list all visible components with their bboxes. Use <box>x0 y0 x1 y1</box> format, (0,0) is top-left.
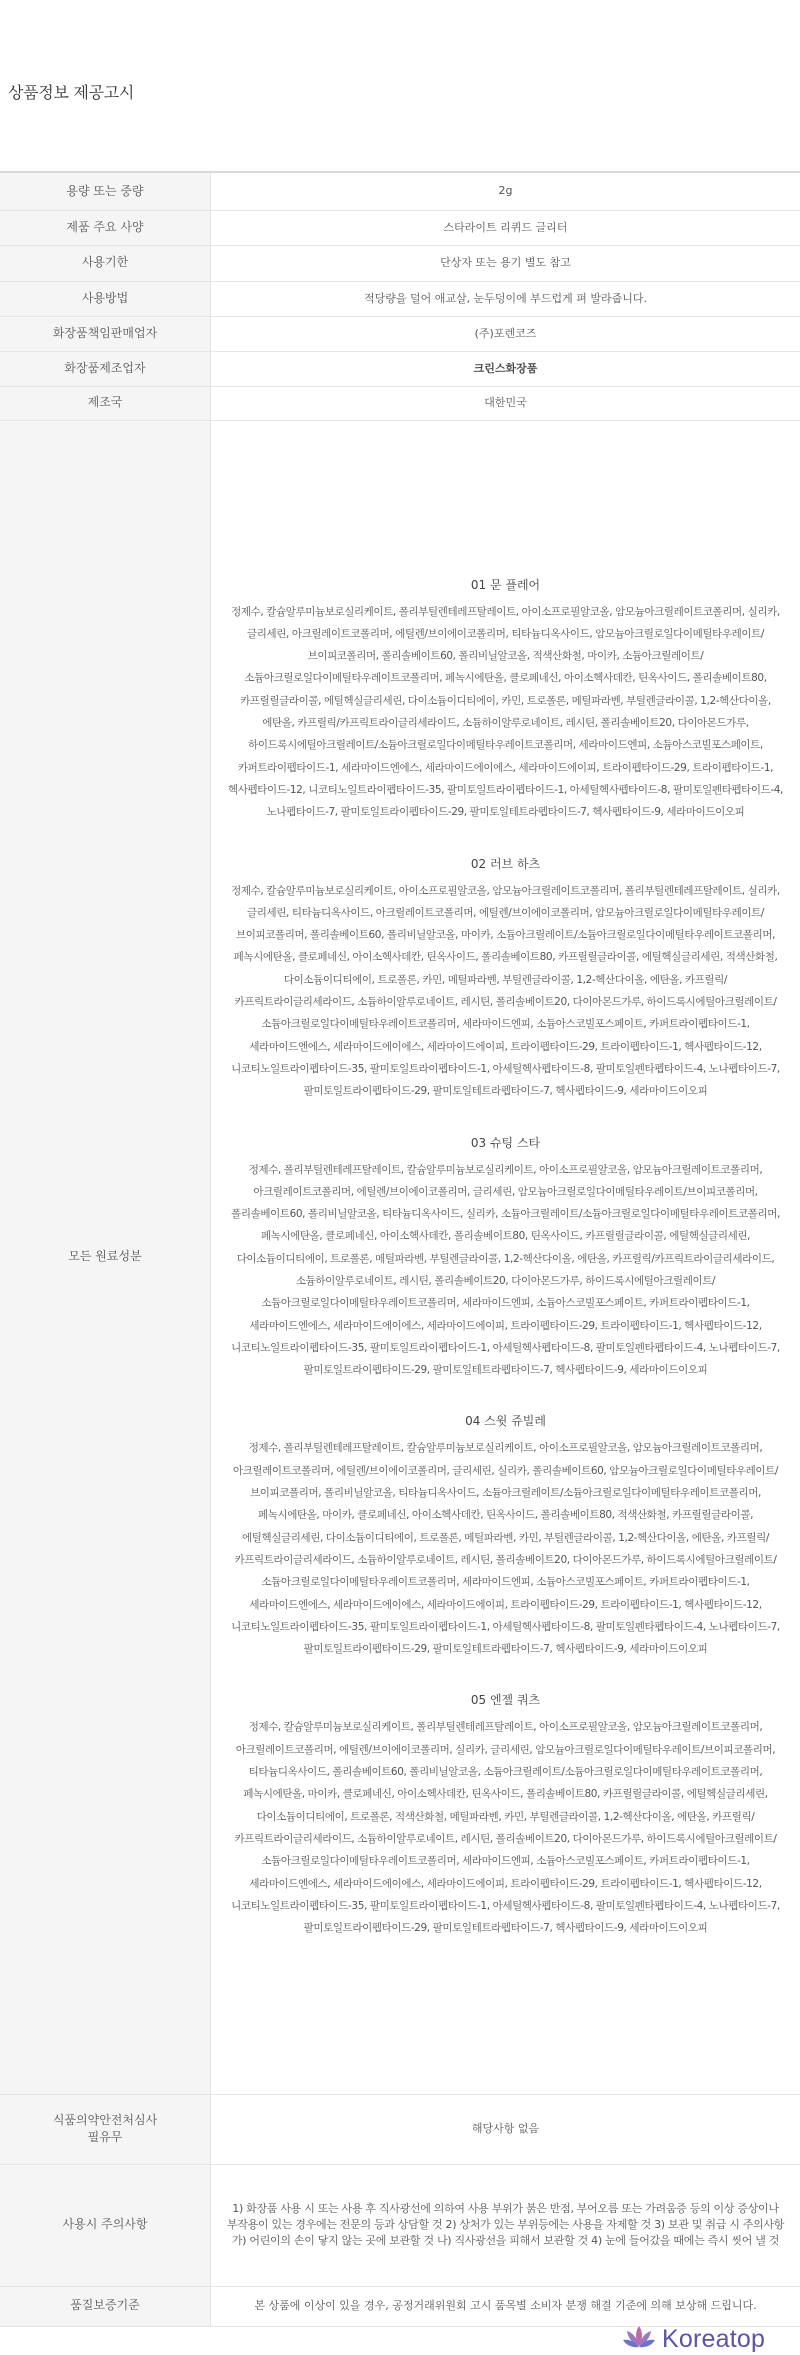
row-value: 본 상품에 이상이 있을 경우, 공정거래위원회 고시 품목별 소비자 분쟁 해결 기준에 의해 보상해 드립니다. <box>211 2286 800 2326</box>
row-value: (주)포렌코즈 <box>211 316 800 351</box>
row-value: 해당사항 없음 <box>211 2094 800 2164</box>
table-row <box>0 172 800 210</box>
table-row <box>0 386 800 420</box>
koreatop-watermark <box>622 2324 765 2354</box>
lotus-icon <box>622 2324 656 2354</box>
ingredient-list: 정제수, 칼슘알루미늄보로실리케이트, 폴리부틸렌테레프탈레이트, 아이소프로필알코올, 암모늄아크릴레이트코폴리머, 아크릴레이트코폴리머, 에틸렌/브이에이코폴리머, 실리카, 글리세린, 암모늄아크릴로일다이메틸타우레이트/브이피코폴리머, 티타늄디옥사이드, 폴리솔베이트60, 폴리비닐알코올, 소듐아크릴레이트/소듐아크릴로일다이메틸타우레이트코폴리머, 페녹시에탄올, 마이카, 클로페네신, 아이소헥사데칸, 틴옥사이드, 폴리솔베이트80, 카프릴릴글라이콜, 에틸헥실글리세린, 다이소듐이디티에이, 트로폴론, 적색산화철, 메틸파라벤, 카민, 부틸렌글라이콜, 1,2-헥산다이올, 에탄올, 카프릴릭/카프릭트라이글리세라이드, 소듐하이알루로네이트, 레시틴, 폴리솔베이트20, 다이아몬드가루, 하이드록시에틸아크릴레이트/소듐아크릴로일다이메틸타우레이트코폴리머, 세라마이드엔피, 소듐아스코빌포스페이트, 카퍼트라이펩타이드-1, 세라마이드엔에스, 세라마이드에이에스, 세라마이드에이피, 트라이펩타이드-29, 트라이펩타이드-1, 헥사펩타이드-12, 니코티노일트라이펩타이드-35, 팔미토일트라이펩타이드-1, 아세틸헥사펩타이드-8, 팔미토일펜타펩타이드-4, 노나펩타이드-7, 팔미토일트라이펩타이드-29, 팔미토일테트라펩타이드-7, 헥사펩타이드-9, 세라마이드이오피 <box>231 1721 780 1935</box>
ingredient-group-title: 03 슈팅 스타 <box>470 1135 541 1150</box>
ingredient-group <box>225 1115 786 1394</box>
row-value: 2g <box>211 172 800 210</box>
ingredient-list: 정제수, 폴리부틸렌테레프탈레이트, 칼슘알루미늄보로실리케이트, 아이소프로필알코올, 암모늄아크릴레이트코폴리머, 아크릴레이트코폴리머, 에틸렌/브이에이코폴리머, 글리세린, 실리카, 폴리솔베이트60, 암모늄아크릴로일다이메틸타우레이트/브이피코폴리머, 폴리비닐알코올, 티타늄디옥사이드, 소듐아크릴레이트/소듐아크릴로일다이메틸타우레이트코폴리머, 페녹시에탄올, 마이카, 클로페네신, 아이소헥사데칸, 틴옥사이드, 폴리솔베이트80, 적색산화철, 카프릴릴글라이콜, 에틸헥실글리세린, 다이소듐이디티에이, 트로폴론, 메틸파라벤, 카민, 부틸렌글라이콜, 1,2-헥산다이올, 에탄올, 카프릴릭/카프릭트라이글리세라이드, 소듐하이알루로네이트, 레시틴, 폴리솔베이트20, 다이아몬드가루, 하이드록시에틸아크릴레이트/소듐아크릴로일다이메틸타우레이트코폴리머, 세라마이드엔피, 소듐아스코빌포스페이트, 카퍼트라이펩타이드-1, 세라마이드엔에스, 세라마이드에이에스, 세라마이드에이피, 트라이펩타이드-29, 트라이펩타이드-1, 헥사펩타이드-12, 니코티노일트라이펩타이드-35, 팔미토일트라이펩타이드-1, 아세틸헥사펩타이드-8, 팔미토일펜타펩타이드-4, 노나펩타이드-7, 팔미토일트라이펩타이드-29, 팔미토일테트라펩타이드-7, 헥사펩타이드-9, 세라마이드이오피 <box>231 1442 780 1656</box>
ingredient-list: 정제수, 폴리부틸렌테레프탈레이트, 칼슘알루미늄보로실리케이트, 아이소프로필알코올, 암모늄아크릴레이트코폴리머, 아크릴레이트코폴리머, 에틸렌/브이에이코폴리머, 글리세린, 암모늄아크릴로일다이메틸타우레이트/브이피코폴리머, 폴리솔베이트60, 폴리비닐알코올, 티타늄디옥사이드, 실리카, 소듐아크릴레이트/소듐아크릴로일다이메틸타우레이트코폴리머, 페녹시에탄올, 클로페네신, 아이소헥사데칸, 폴리솔베이트80, 틴옥사이드, 카프릴릴글라이콜, 에틸헥실글리세린, 다이소듐이디티에이, 트로폴론, 메틸파라벤, 부틸렌글라이콜, 1,2-헥산다이올, 에탄올, 카프릴릭/카프릭트라이글리세라이드, 소듐하이알루로네이트, 레시틴, 폴리솔베이트20, 다이아몬드가루, 하이드록시에틸아크릴레이트/소듐아크릴로일다이메틸타우레이트코폴리머, 세라마이드엔피, 소듐아스코빌포스페이트, 카퍼트라이펩타이드-1, 세라마이드엔에스, 세라마이드에이에스, 세라마이드에이피, 트라이펩타이드-29, 트라이펩타이드-1, 헥사펩타이드-12, 니코티노일트라이펩타이드-35, 팔미토일트라이펩타이드-1, 아세틸헥사펩타이드-8, 팔미토일펜타펩타이드-4, 노나펩타이드-7, 팔미토일트라이펩타이드-29, 팔미토일테트라펩타이드-7, 헥사펩타이드-9, 세라마이드이오피 <box>231 1163 780 1377</box>
row-label: 화장품책임판매업자 <box>0 316 211 351</box>
table-row <box>0 2094 800 2164</box>
table-row <box>0 2164 800 2286</box>
ingredient-group-title: 01 문 플레어 <box>470 577 541 592</box>
row-label: 제품 주요 사양 <box>0 210 211 245</box>
row-label: 제조국 <box>0 386 211 420</box>
row-label: 모든 원료성분 <box>0 420 211 2094</box>
row-value: 단상자 또는 용기 별도 참고 <box>211 245 800 281</box>
ingredient-group <box>225 1672 786 1951</box>
ingredient-group-title: 05 엔젤 쿼츠 <box>470 1693 541 1708</box>
row-value: 1) 화장품 사용 시 또는 사용 후 직사광선에 의하여 사용 부위가 붉은 반점, 부어오름 또는 가려움증 등의 이상 증상이나 부작용이 있는 경우에는 전문의 등과 상담할 것 2) 상처가 있는 부위등에는 사용을 자제할 것 3) 보관 및 취급 시 주의사항 가) 어린이의 손이 닿지 않는 곳에 보관할 것 나) 직사광선을 피해서 보관할 것 4) 눈에 들어갔을 때에는 즉시 씻어 낼 것 <box>211 2164 800 2286</box>
table-row <box>0 316 800 351</box>
row-label: 사용시 주의사항 <box>0 2164 211 2286</box>
page-title: 상품정보 제공고시 <box>8 83 135 102</box>
table-row <box>0 281 800 316</box>
table-row <box>0 245 800 281</box>
row-value: 대한민국 <box>211 386 800 420</box>
brand-name: Koreatop <box>662 2324 766 2353</box>
row-label: 품질보증기준 <box>0 2286 211 2326</box>
ingredient-group <box>225 1393 786 1672</box>
ingredient-group-title: 02 러브 하츠 <box>470 856 541 871</box>
ingredient-group <box>225 563 786 836</box>
row-label: 사용기한 <box>0 245 211 281</box>
row-label: 사용방법 <box>0 281 211 316</box>
table-row <box>0 210 800 245</box>
table-row <box>0 2286 800 2326</box>
ingredient-list: 정제수, 칼슘알루미늄보로실리케이트, 폴리부틸렌테레프탈레이트, 아이소프로필알코올, 암모늄아크릴레이트코폴리머, 실리카, 글리세린, 아크릴레이트코폴리머, 에틸렌/브이에이코폴리머, 티타늄디옥사이드, 암모늄아크릴로일다이메틸타우레이트/브이피코폴리머, 폴리솔베이트60, 폴리비닐알코올, 적색산화철, 마이카, 소듐아크릴레이트/소듐아크릴로일다이메틸타우레이트코폴리머, 페녹시에탄올, 클로페네신, 아이소헥사데칸, 틴옥사이드, 폴리솔베이트80, 카프릴릴글라이콜, 에틸헥실글리세린, 다이소듐이디티에이, 카민, 트로폴론, 메틸파라벤, 부틸렌글라이콜, 1,2-헥산다이올, 에탄올, 카프릴릭/카프릭트라이글리세라이드, 소듐하이알루로네이트, 레시틴, 폴리솔베이트20, 다이아몬드가루, 하이드록시에틸아크릴레이트/소듐아크릴로일다이메틸타우레이트코폴리머, 세라마이드엔피, 소듐아스코빌포스페이트, 카퍼트라이펩타이드-1, 세라마이드엔에스, 세라마이드에이에스, 세라마이드에이피, 트라이펩타이드-29, 트라이펩타이드-1, 헥사펩타이드-12, 니코티노일트라이펩타이드-35, 팔미토일트라이펩타이드-1, 아세틸헥사펩타이드-8, 팔미토일펜타펩타이드-4, 노나펩타이드-7, 팔미토일트라이펩타이드-29, 팔미토일테트라펩타이드-7, 헥사펩타이드-9, 세라마이드이오피 <box>227 605 783 819</box>
table-row <box>0 351 800 386</box>
ingredient-group <box>225 836 786 1115</box>
ingredient-list: 정제수, 칼슘알루미늄보로실리케이트, 아이소프로필알코올, 암모늄아크릴레이트코폴리머, 폴리부틸렌테레프탈레이트, 실리카, 글리세린, 티타늄디옥사이드, 아크릴레이트코폴리머, 에틸렌/브이에이코폴리머, 암모늄아크릴로일다이메틸타우레이트/브이피코폴리머, 폴리솔베이트60, 폴리비닐알코올, 마이카, 소듐아크릴레이트/소듐아크릴로일다이메틸타우레이트코폴리머, 페녹시에탄올, 클로페네신, 아이소헥사데칸, 틴옥사이드, 폴리솔베이트80, 카프릴릴글라이콜, 에틸헥실글리세린, 적색산화철, 다이소듐이디티에이, 트로폴론, 카민, 메틸파라벤, 부틸렌글라이콜, 1,2-헥산다이올, 에탄올, 카프릴릭/카프릭트라이글리세라이드, 소듐하이알루로네이트, 레시틴, 폴리솔베이트20, 다이아몬드가루, 하이드록시에틸아크릴레이트/소듐아크릴로일다이메틸타우레이트코폴리머, 세라마이드엔피, 소듐아스코빌포스페이트, 카퍼트라이펩타이드-1, 세라마이드엔에스, 세라마이드에이에스, 세라마이드에이피, 트라이펩타이드-29, 트라이펩타이드-1, 헥사펩타이드-12, 니코티노일트라이펩타이드-35, 팔미토일트라이펩타이드-1, 아세틸헥사펩타이드-8, 팔미토일펜타펩타이드-4, 노나펩타이드-7, 팔미토일트라이펩타이드-29, 팔미토일테트라펩타이드-7, 헥사펩타이드-9, 세라마이드이오피 <box>231 884 780 1098</box>
row-value: 적당량을 덜어 애교살, 눈두덩이에 부드럽게 펴 발라줍니다. <box>211 281 800 316</box>
row-value: 크린스화장품 <box>211 351 800 386</box>
row-label: 화장품제조업자 <box>0 351 211 386</box>
ingredients-cell <box>211 420 800 2094</box>
row-label: 용량 또는 중량 <box>0 172 211 210</box>
table-row-ingredients <box>0 420 800 2094</box>
row-label <box>0 2094 211 2164</box>
row-value: 스타라이트 리퀴드 글리터 <box>211 210 800 245</box>
product-info-table <box>0 171 800 2327</box>
ingredient-group-title: 04 스윗 쥬빌레 <box>465 1414 546 1429</box>
row-label-text: 식품의약안전처심사 필유무 <box>52 2112 158 2144</box>
